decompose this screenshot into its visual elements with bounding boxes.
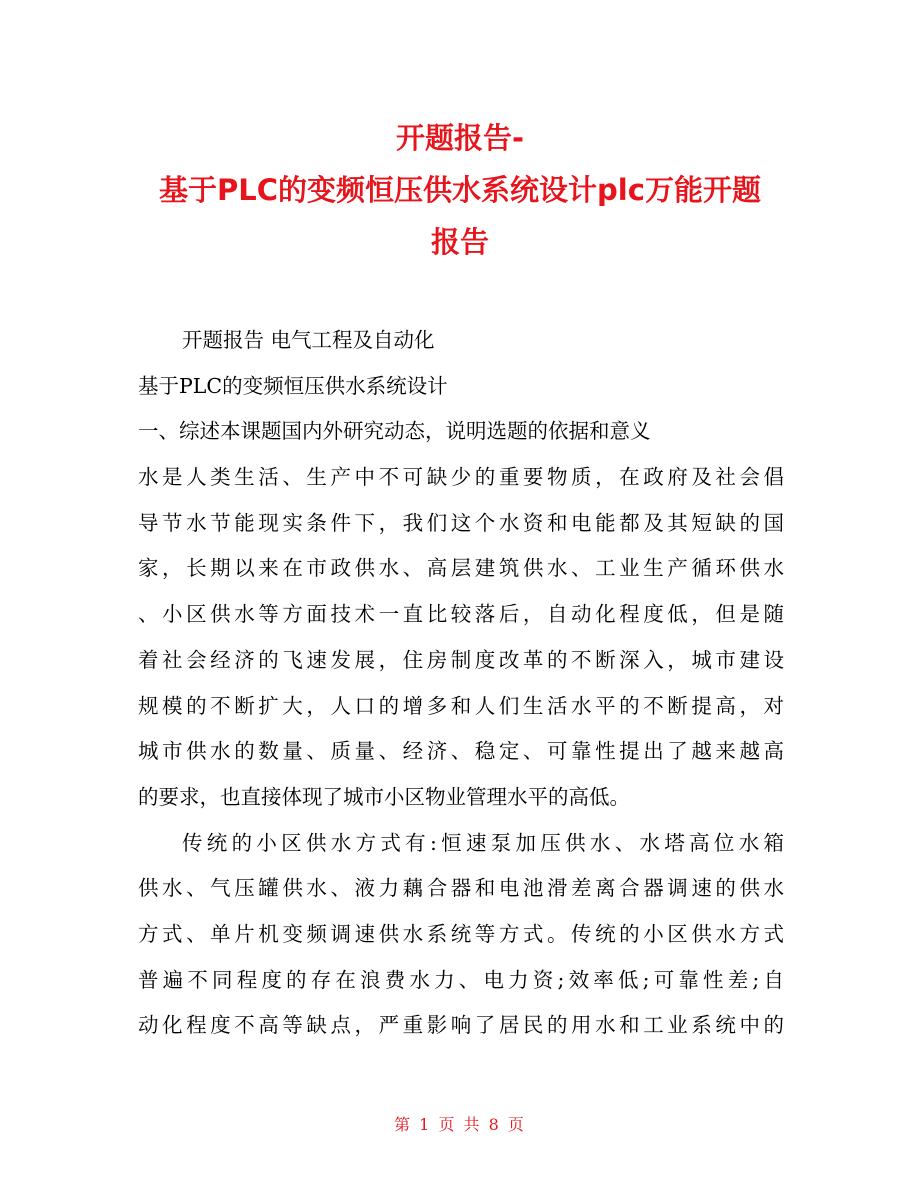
body-line: 水是人类生活、生产中不可缺少的重要物质，在政府及社会倡 <box>138 465 784 490</box>
body-line: 传统的小区供水方式有:恒速泵加压供水、水塔高位水箱 <box>182 830 784 855</box>
body-line: 规模的不断扩大，人口的增多和人们生活水平的不断提高，对 <box>138 693 784 718</box>
title-line-3: 报告 <box>430 225 489 259</box>
title-line-1: 开题报告- <box>395 121 525 155</box>
body-line: 方式、单片机变频调速供水系统等方式。传统的小区供水方式 <box>138 921 784 946</box>
topic-line: 基于PLC的变频恒压供水系统设计 <box>138 373 448 398</box>
body-line: 家，长期以来在市政供水、高层建筑供水、工业生产循环供水 <box>138 556 784 581</box>
section-heading: 一、综述本课题国内外研究动态，说明选题的依据和意义 <box>138 419 651 444</box>
body-line: 城市供水的数量、质量、经济、稳定、可靠性提出了越来越高 <box>138 739 784 764</box>
body-line: 着社会经济的飞速发展，住房制度改革的不断深入，城市建设 <box>138 647 784 672</box>
document-title <box>120 112 800 268</box>
body-line: 、小区供水等方面技术一直比较落后，自动化程度低，但是随 <box>138 602 784 627</box>
body-line: 普遍不同程度的存在浪费水力、电力资;效率低;可靠性差;自 <box>138 967 784 992</box>
body-line: 导节水节能现实条件下，我们这个水资和电能都及其短缺的国 <box>138 510 784 535</box>
page-number-footer: 第 1 页 共 8 页 <box>394 1115 526 1134</box>
subtitle-line: 开题报告 电气工程及自动化 <box>182 328 435 352</box>
body-line: 动化程度不高等缺点，严重影响了居民的用水和工业系统中的 <box>138 1013 784 1038</box>
body-line: 的要求，也直接体现了城市小区物业管理水平的高低。 <box>138 784 630 809</box>
body-line: 供水、气压罐供水、液力藕合器和电池滑差离合器调速的供水 <box>138 876 784 901</box>
title-line-2: 基于PLC的变频恒压供水系统设计plc万能开题 <box>159 173 761 207</box>
document-body <box>138 318 784 1049</box>
